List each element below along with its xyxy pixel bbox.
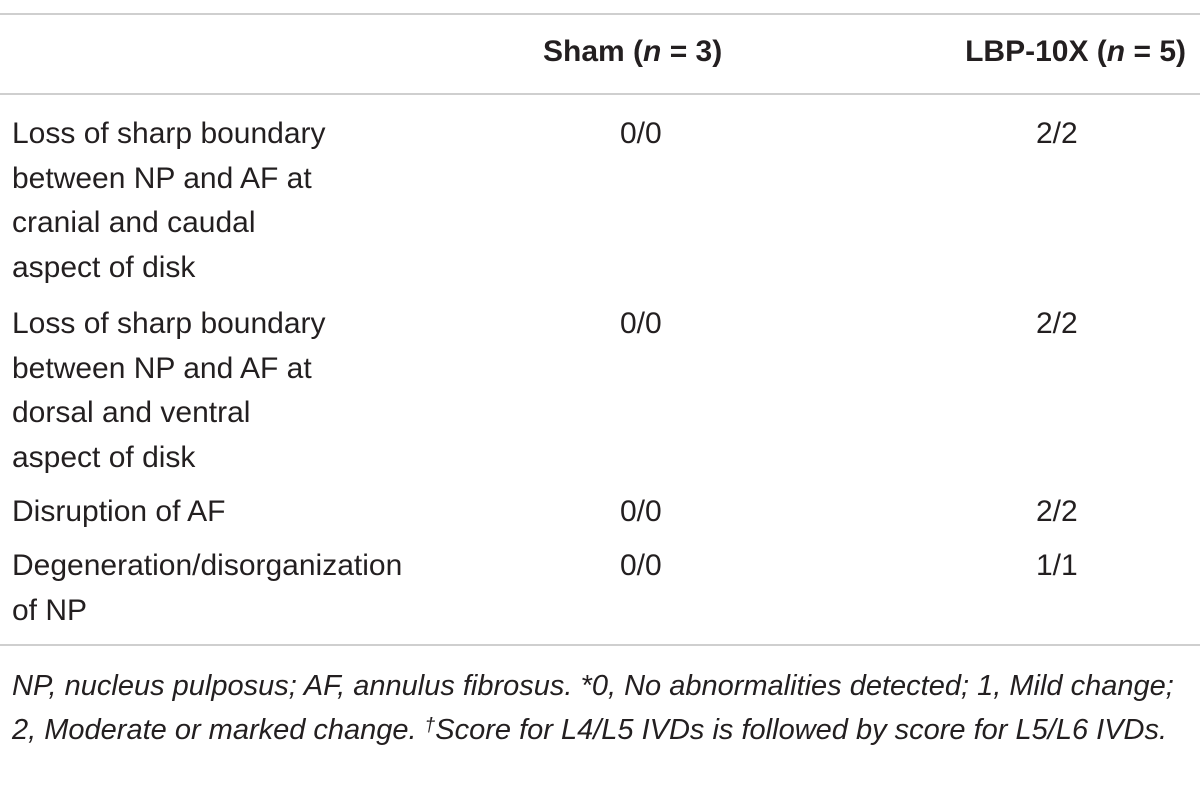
column-header-lbp: LBP-10X (n = 5) [965, 35, 1186, 68]
cell-sham: 0/0 [620, 549, 662, 582]
cell-sham: 0/0 [620, 307, 662, 340]
row-label: Disruption of AF [12, 495, 226, 528]
table-bottom-rule [0, 644, 1200, 646]
cell-sham: 0/0 [620, 117, 662, 150]
cell-lbp: 1/1 [1036, 549, 1078, 582]
row-label: Loss of sharp boundary between NP and AF at cranial and caudal aspect of disk [12, 117, 326, 284]
row-label: Loss of sharp boundary between NP and AF at dorsal and ventral aspect of disk [12, 307, 326, 474]
table-top-rule [0, 13, 1200, 15]
cell-lbp: 2/2 [1036, 307, 1078, 340]
row-label: Degeneration/disorganization of NP [12, 549, 403, 627]
column-header-sham: Sham (n = 3) [543, 35, 723, 68]
header-rule [0, 93, 1200, 95]
cell-lbp: 2/2 [1036, 117, 1078, 150]
table-footnote: NP, nucleus pulposus; AF, annulus fibrosus. *0, No abnormalities detected; 1, Mild change; 2, Moderate or marked change. †Score for L4/L5 IVDs is followed by score for L5/L6 IVDs. [12, 670, 1174, 746]
cell-lbp: 2/2 [1036, 495, 1078, 528]
cell-sham: 0/0 [620, 495, 662, 528]
